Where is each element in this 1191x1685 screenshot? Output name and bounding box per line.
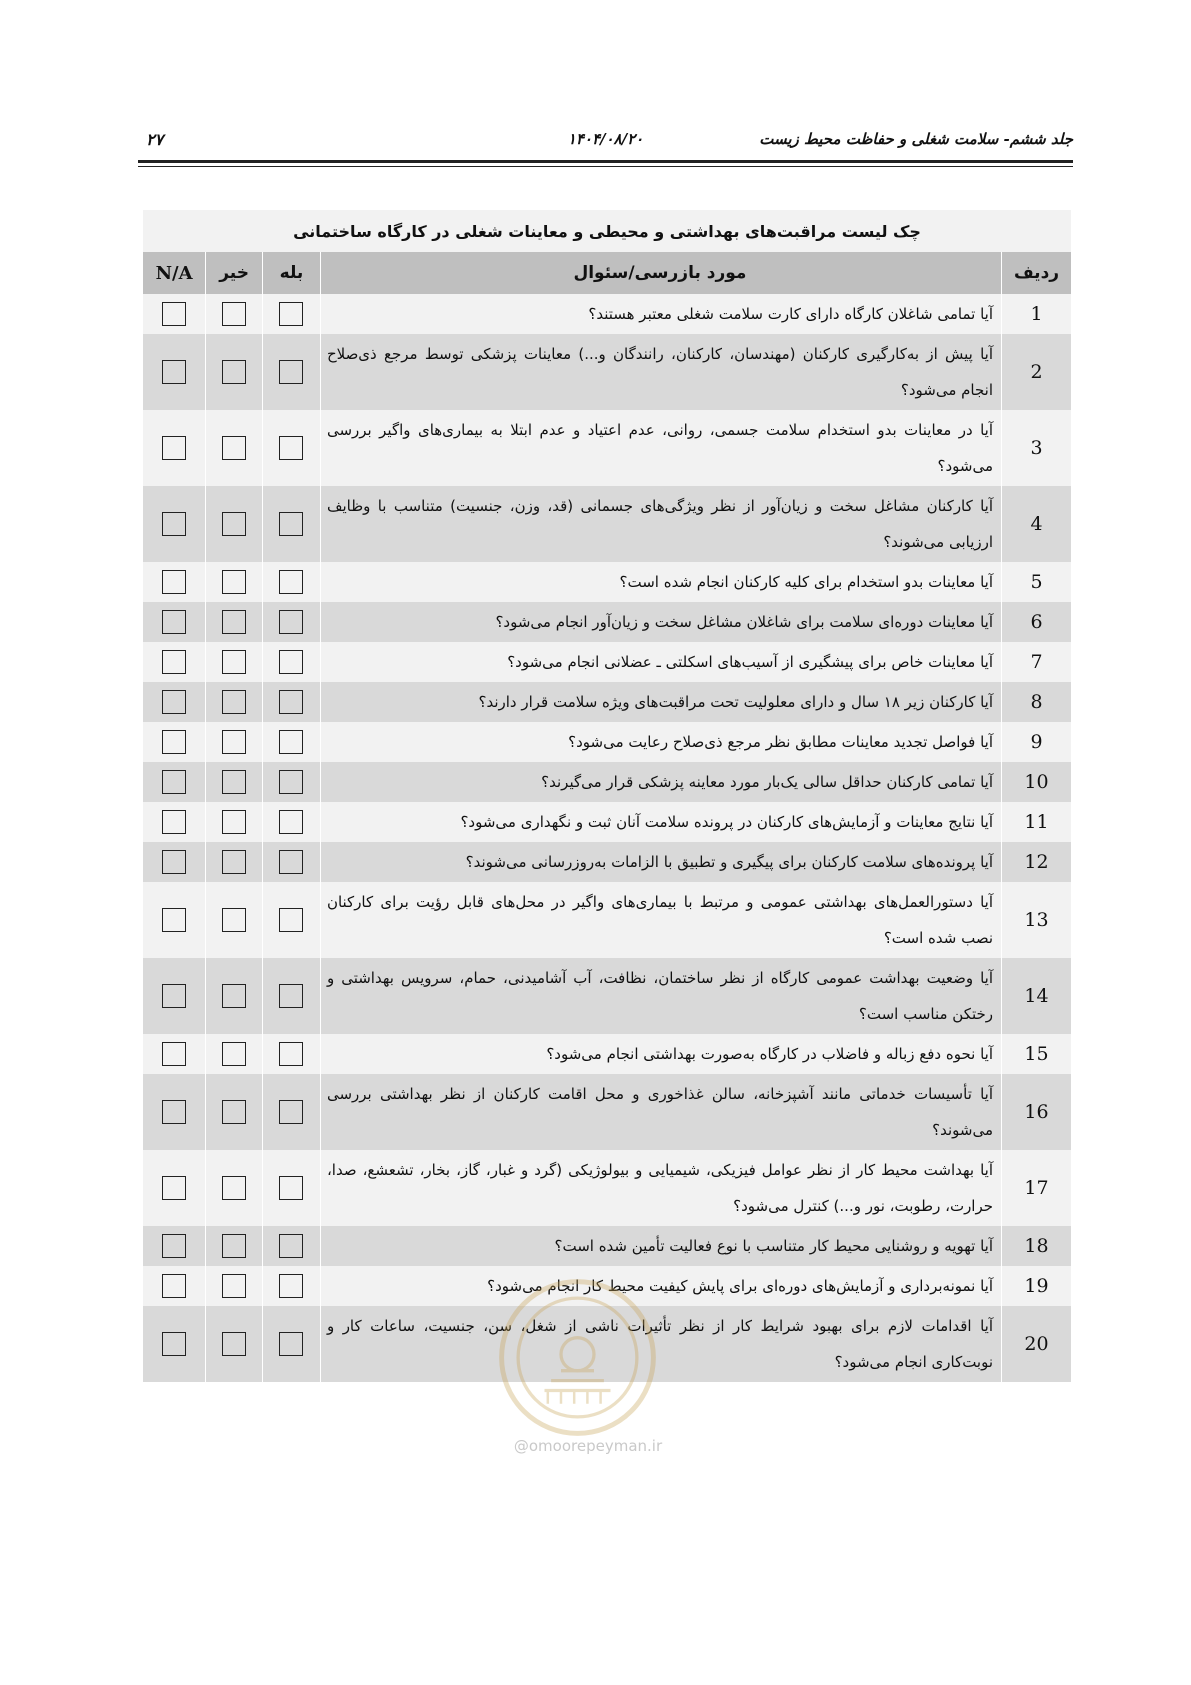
row-number: 16 <box>1002 1074 1071 1150</box>
na-checkbox[interactable] <box>162 1234 186 1258</box>
yes-cell <box>263 958 321 1034</box>
yes-checkbox[interactable] <box>279 730 303 754</box>
na-checkbox[interactable] <box>162 1274 186 1298</box>
na-checkbox[interactable] <box>162 512 186 536</box>
table-row <box>143 1074 1072 1150</box>
volume-title: جلد ششم- سلامت شغلی و حفاظت محیط زیست <box>759 130 1073 148</box>
na-cell <box>143 802 206 842</box>
no-checkbox[interactable] <box>222 730 246 754</box>
na-cell <box>143 762 206 802</box>
yes-checkbox[interactable] <box>279 1274 303 1298</box>
no-cell <box>206 1150 263 1226</box>
no-cell <box>206 682 263 722</box>
header-date: ۱۴۰۴/۰۸/۲۰ <box>567 130 644 148</box>
no-cell <box>206 1034 263 1074</box>
row-number: 19 <box>1002 1266 1071 1306</box>
no-checkbox[interactable] <box>222 436 246 460</box>
table-row <box>143 722 1072 762</box>
na-checkbox[interactable] <box>162 360 186 384</box>
yes-cell <box>263 1034 321 1074</box>
row-number: 3 <box>1002 410 1071 486</box>
na-checkbox[interactable] <box>162 730 186 754</box>
yes-cell <box>263 642 321 682</box>
na-checkbox[interactable] <box>162 1042 186 1066</box>
na-cell <box>143 958 206 1034</box>
na-checkbox[interactable] <box>162 908 186 932</box>
na-checkbox[interactable] <box>162 984 186 1008</box>
yes-cell <box>263 1150 321 1226</box>
yes-cell <box>263 334 321 410</box>
row-question: آیا وضعیت بهداشت عمومی کارگاه از نظر ساختمان، نظافت، آب آشامیدنی، حمام، سرویس بهداشتی و رختکن مناسب است؟ <box>320 958 1001 1034</box>
table-row <box>143 602 1072 642</box>
table-row <box>143 294 1072 334</box>
yes-cell <box>263 1266 321 1306</box>
row-number: 7 <box>1002 642 1071 682</box>
row-number: 15 <box>1002 1034 1071 1074</box>
yes-cell <box>263 294 321 334</box>
table-row <box>143 1226 1072 1266</box>
no-cell <box>206 722 263 762</box>
row-number: 9 <box>1002 722 1071 762</box>
table-caption: چک لیست مراقبت‌های بهداشتی و محیطی و معاینات شغلی در کارگاه ساختمانی <box>143 210 1072 252</box>
na-cell <box>143 682 206 722</box>
row-number: 1 <box>1002 294 1071 334</box>
no-checkbox[interactable] <box>222 770 246 794</box>
row-question: آیا در معاینات بدو استخدام سلامت جسمی، روانی، عدم اعتیاد و عدم ابتلا به بیماری‌های واگیر بررسی می‌شود؟ <box>320 410 1001 486</box>
no-checkbox[interactable] <box>222 650 246 674</box>
no-checkbox[interactable] <box>222 850 246 874</box>
na-checkbox[interactable] <box>162 1332 186 1356</box>
na-checkbox[interactable] <box>162 850 186 874</box>
yes-checkbox[interactable] <box>279 302 303 326</box>
no-cell <box>206 294 263 334</box>
yes-checkbox[interactable] <box>279 1176 303 1200</box>
yes-checkbox[interactable] <box>279 984 303 1008</box>
row-number: 2 <box>1002 334 1071 410</box>
yes-cell <box>263 882 321 958</box>
header-row-number: ردیف <box>1002 252 1071 294</box>
table-header-row <box>143 252 1072 294</box>
yes-checkbox[interactable] <box>279 690 303 714</box>
row-number: 18 <box>1002 1226 1071 1266</box>
yes-cell <box>263 682 321 722</box>
no-checkbox[interactable] <box>222 512 246 536</box>
table-row <box>143 410 1072 486</box>
row-number: 5 <box>1002 562 1071 602</box>
header-rule-thick <box>138 160 1073 163</box>
na-cell <box>143 642 206 682</box>
row-question: آیا فواصل تجدید معاینات مطابق نظر مرجع ذی‌صلاح رعایت می‌شود؟ <box>320 722 1001 762</box>
no-checkbox[interactable] <box>222 690 246 714</box>
no-cell <box>206 958 263 1034</box>
no-cell <box>206 642 263 682</box>
na-checkbox[interactable] <box>162 650 186 674</box>
yes-checkbox[interactable] <box>279 1100 303 1124</box>
row-number: 6 <box>1002 602 1071 642</box>
table-row <box>143 642 1072 682</box>
row-question: آیا کارکنان مشاغل سخت و زیان‌آور از نظر ویژگی‌های جسمانی (قد، وزن، جنسیت) متناسب با وظایف ارزیابی می‌شوند؟ <box>320 486 1001 562</box>
row-question: آیا معاینات بدو استخدام برای کلیه کارکنان انجام شده است؟ <box>320 562 1001 602</box>
table-row <box>143 334 1072 410</box>
header-na: N/A <box>143 252 206 294</box>
table-row <box>143 882 1072 958</box>
row-question: آیا پیش از به‌کارگیری کارکنان (مهندسان، کارکنان، رانندگان و...) معاینات پزشکی توسط مرجع ذی‌صلاح انجام می‌شود؟ <box>320 334 1001 410</box>
no-checkbox[interactable] <box>222 1100 246 1124</box>
yes-checkbox[interactable] <box>279 1042 303 1066</box>
no-cell <box>206 842 263 882</box>
page-header <box>138 128 1073 154</box>
yes-checkbox[interactable] <box>279 650 303 674</box>
header-no: خیر <box>206 252 263 294</box>
no-cell <box>206 334 263 410</box>
yes-cell <box>263 802 321 842</box>
yes-cell <box>263 722 321 762</box>
table-row <box>143 842 1072 882</box>
yes-cell <box>263 842 321 882</box>
no-checkbox[interactable] <box>222 302 246 326</box>
table-row <box>143 1150 1072 1226</box>
table-row <box>143 562 1072 602</box>
yes-checkbox[interactable] <box>279 1332 303 1356</box>
no-cell <box>206 1074 263 1150</box>
na-cell <box>143 882 206 958</box>
row-question: آیا نحوه دفع زباله و فاضلاب در کارگاه به‌صورت بهداشتی انجام می‌شود؟ <box>320 1034 1001 1074</box>
na-checkbox[interactable] <box>162 610 186 634</box>
table-row <box>143 958 1072 1034</box>
na-cell <box>143 334 206 410</box>
yes-checkbox[interactable] <box>279 770 303 794</box>
na-cell <box>143 842 206 882</box>
yes-checkbox[interactable] <box>279 436 303 460</box>
row-number: 20 <box>1002 1306 1071 1382</box>
yes-checkbox[interactable] <box>279 850 303 874</box>
row-question: آیا تأسیسات خدماتی مانند آشپزخانه، سالن غذاخوری و محل اقامت کارکنان از نظر بهداشتی بررسی می‌شوند؟ <box>320 1074 1001 1150</box>
header-rule-thin <box>138 166 1073 167</box>
no-checkbox[interactable] <box>222 908 246 932</box>
yes-cell <box>263 486 321 562</box>
row-question: آیا دستورالعمل‌های بهداشتی عمومی و مرتبط با بیماری‌های واگیر در محل‌های قابل رؤیت برای کارکنان نصب شده است؟ <box>320 882 1001 958</box>
row-question: آیا پرونده‌های سلامت کارکنان برای پیگیری و تطبیق با الزامات به‌روزرسانی می‌شوند؟ <box>320 842 1001 882</box>
no-cell <box>206 410 263 486</box>
na-checkbox[interactable] <box>162 690 186 714</box>
na-cell <box>143 1034 206 1074</box>
na-checkbox[interactable] <box>162 302 186 326</box>
table-row <box>143 802 1072 842</box>
yes-checkbox[interactable] <box>279 610 303 634</box>
no-cell <box>206 1226 263 1266</box>
watermark-site: @omoorepeyman.ir <box>513 1437 663 1455</box>
row-question: آیا تهویه و روشنایی محیط کار متناسب با نوع فعالیت تأمین شده است؟ <box>320 1226 1001 1266</box>
no-cell <box>206 882 263 958</box>
yes-cell <box>263 1306 321 1382</box>
na-cell <box>143 1074 206 1150</box>
row-question: آیا اقدامات لازم برای بهبود شرایط کار از نظر تأثیرات ناشی از شغل، سن، جنسیت، ساعات کار و نوبت‌کاری انجام می‌شود؟ <box>320 1306 1001 1382</box>
na-cell <box>143 602 206 642</box>
yes-checkbox[interactable] <box>279 512 303 536</box>
no-cell <box>206 762 263 802</box>
no-cell <box>206 1266 263 1306</box>
na-cell <box>143 294 206 334</box>
table-row <box>143 682 1072 722</box>
row-question: آیا بهداشت محیط کار از نظر عوامل فیزیکی، شیمیایی و بیولوژیکی (گرد و غبار، گاز، بخار، تشعشع، صدا، حرارت، رطوبت، نور و...) کنترل می‌شود؟ <box>320 1150 1001 1226</box>
na-checkbox[interactable] <box>162 1176 186 1200</box>
table-row <box>143 486 1072 562</box>
table-row <box>143 762 1072 802</box>
na-cell <box>143 1306 206 1382</box>
row-number: 4 <box>1002 486 1071 562</box>
na-checkbox[interactable] <box>162 810 186 834</box>
row-question: آیا نمونه‌برداری و آزمایش‌های دوره‌ای برای پایش کیفیت محیط کار انجام می‌شود؟ <box>320 1266 1001 1306</box>
no-checkbox[interactable] <box>222 1042 246 1066</box>
yes-checkbox[interactable] <box>279 360 303 384</box>
na-cell <box>143 1150 206 1226</box>
na-checkbox[interactable] <box>162 436 186 460</box>
row-number: 11 <box>1002 802 1071 842</box>
yes-checkbox[interactable] <box>279 570 303 594</box>
no-cell <box>206 602 263 642</box>
row-number: 12 <box>1002 842 1071 882</box>
table-row <box>143 1034 1072 1074</box>
header-question: مورد بازرسی/سئوال <box>320 252 1001 294</box>
yes-cell <box>263 562 321 602</box>
row-number: 17 <box>1002 1150 1071 1226</box>
yes-checkbox[interactable] <box>279 1234 303 1258</box>
no-checkbox[interactable] <box>222 984 246 1008</box>
checklist-table <box>142 210 1071 1382</box>
yes-checkbox[interactable] <box>279 810 303 834</box>
no-cell <box>206 486 263 562</box>
no-checkbox[interactable] <box>222 610 246 634</box>
row-question: آیا معاینات خاص برای پیشگیری از آسیب‌های اسکلتی ـ عضلانی انجام می‌شود؟ <box>320 642 1001 682</box>
na-checkbox[interactable] <box>162 770 186 794</box>
row-question: آیا کارکنان زیر ۱۸ سال و دارای معلولیت تحت مراقبت‌های ویژه سلامت قرار دارند؟ <box>320 682 1001 722</box>
yes-cell <box>263 602 321 642</box>
na-cell <box>143 486 206 562</box>
na-cell <box>143 722 206 762</box>
yes-cell <box>263 762 321 802</box>
no-cell <box>206 1306 263 1382</box>
no-checkbox[interactable] <box>222 1234 246 1258</box>
header-yes: بله <box>263 252 321 294</box>
yes-cell <box>263 410 321 486</box>
no-checkbox[interactable] <box>222 1176 246 1200</box>
na-cell <box>143 562 206 602</box>
row-number: 8 <box>1002 682 1071 722</box>
no-cell <box>206 562 263 602</box>
na-cell <box>143 410 206 486</box>
row-question: آیا نتایج معاینات و آزمایش‌های کارکنان در پرونده سلامت آنان ثبت و نگهداری می‌شود؟ <box>320 802 1001 842</box>
row-number: 10 <box>1002 762 1071 802</box>
row-number: 13 <box>1002 882 1071 958</box>
row-question: آیا تمامی شاغلان کارگاه دارای کارت سلامت شغلی معتبر هستند؟ <box>320 294 1001 334</box>
no-checkbox[interactable] <box>222 1332 246 1356</box>
no-checkbox[interactable] <box>222 810 246 834</box>
row-question: آیا تمامی کارکنان حداقل سالی یک‌بار مورد معاینه پزشکی قرار می‌گیرند؟ <box>320 762 1001 802</box>
na-cell <box>143 1266 206 1306</box>
no-checkbox[interactable] <box>222 1274 246 1298</box>
row-number: 14 <box>1002 958 1071 1034</box>
yes-cell <box>263 1226 321 1266</box>
no-checkbox[interactable] <box>222 360 246 384</box>
yes-checkbox[interactable] <box>279 908 303 932</box>
na-cell <box>143 1226 206 1266</box>
na-checkbox[interactable] <box>162 1100 186 1124</box>
yes-cell <box>263 1074 321 1150</box>
no-cell <box>206 802 263 842</box>
no-checkbox[interactable] <box>222 570 246 594</box>
table-caption-row <box>143 210 1072 252</box>
na-checkbox[interactable] <box>162 570 186 594</box>
row-question: آیا معاینات دوره‌ای سلامت برای شاغلان مشاغل سخت و زیان‌آور انجام می‌شود؟ <box>320 602 1001 642</box>
page-number: ۲۷ <box>146 130 164 149</box>
stamp-logo <box>495 1275 660 1440</box>
